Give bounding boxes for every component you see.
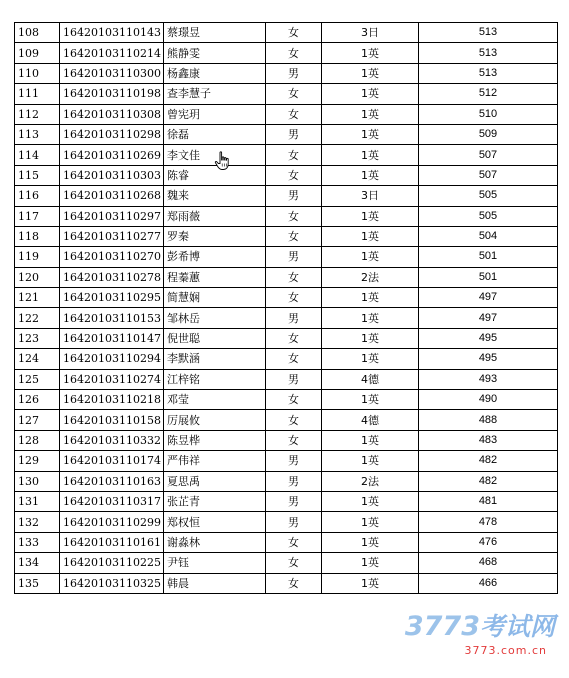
- student-id-cell: 16420103110294: [60, 349, 164, 369]
- row-number-cell: 115: [15, 165, 60, 185]
- table-row: [15, 410, 558, 430]
- row-number-cell: 135: [15, 573, 60, 593]
- class-cell: 1英: [322, 288, 419, 308]
- score-cell: 481: [419, 491, 558, 511]
- gender-cell: 女: [266, 104, 322, 124]
- student-id-cell: 16420103110300: [60, 63, 164, 83]
- table-row: [15, 165, 558, 185]
- class-cell: 1英: [322, 84, 419, 104]
- gender-cell: 女: [266, 553, 322, 573]
- gender-cell: 男: [266, 308, 322, 328]
- student-name-cell: 邹林岳: [164, 308, 266, 328]
- student-id-cell: 16420103110277: [60, 226, 164, 246]
- student-name-cell: 徐磊: [164, 124, 266, 144]
- student-name-cell: 谢淼林: [164, 532, 266, 552]
- gender-cell: 女: [266, 23, 322, 43]
- score-cell: 501: [419, 247, 558, 267]
- student-id-cell: 16420103110295: [60, 288, 164, 308]
- student-name-cell: 韩晨: [164, 573, 266, 593]
- gender-cell: 女: [266, 390, 322, 410]
- score-cell: 490: [419, 390, 558, 410]
- watermark-url: 3773.com.cn: [464, 644, 547, 657]
- class-cell: 1英: [322, 349, 419, 369]
- student-name-cell: 厉展攸: [164, 410, 266, 430]
- student-id-cell: 16420103110198: [60, 84, 164, 104]
- class-cell: 1英: [322, 328, 419, 348]
- gender-cell: 女: [266, 226, 322, 246]
- row-number-cell: 129: [15, 451, 60, 471]
- score-cell: 513: [419, 63, 558, 83]
- row-number-cell: 122: [15, 308, 60, 328]
- watermark-logo-number: 3773: [404, 611, 480, 642]
- class-cell: 1英: [322, 553, 419, 573]
- student-name-cell: 严伟祥: [164, 451, 266, 471]
- table-row: [15, 288, 558, 308]
- score-cell: 495: [419, 328, 558, 348]
- score-cell: 505: [419, 186, 558, 206]
- class-cell: 1英: [322, 512, 419, 532]
- gender-cell: 女: [266, 43, 322, 63]
- student-id-cell: 16420103110317: [60, 491, 164, 511]
- results-table-body: [15, 23, 558, 594]
- class-cell: 1英: [322, 247, 419, 267]
- class-cell: 1英: [322, 573, 419, 593]
- row-number-cell: 124: [15, 349, 60, 369]
- student-id-cell: 16420103110278: [60, 267, 164, 287]
- score-cell: 468: [419, 553, 558, 573]
- table-row: [15, 267, 558, 287]
- student-id-cell: 16420103110299: [60, 512, 164, 532]
- results-table: [14, 22, 558, 594]
- student-id-cell: 16420103110225: [60, 553, 164, 573]
- score-cell: 482: [419, 451, 558, 471]
- class-cell: 1英: [322, 124, 419, 144]
- gender-cell: 女: [266, 145, 322, 165]
- student-name-cell: 蔡璟昱: [164, 23, 266, 43]
- table-row: [15, 226, 558, 246]
- hand-pointer-icon: [214, 151, 232, 171]
- student-id-cell: 16420103110303: [60, 165, 164, 185]
- student-name-cell: 熊静雯: [164, 43, 266, 63]
- row-number-cell: 108: [15, 23, 60, 43]
- class-cell: 1英: [322, 226, 419, 246]
- table-row: [15, 532, 558, 552]
- student-name-cell: 曾宪玥: [164, 104, 266, 124]
- class-cell: 1英: [322, 165, 419, 185]
- gender-cell: 女: [266, 165, 322, 185]
- score-cell: 510: [419, 104, 558, 124]
- student-name-cell: 郑权恒: [164, 512, 266, 532]
- row-number-cell: 133: [15, 532, 60, 552]
- gender-cell: 男: [266, 491, 322, 511]
- row-number-cell: 126: [15, 390, 60, 410]
- score-cell: 482: [419, 471, 558, 491]
- row-number-cell: 113: [15, 124, 60, 144]
- table-row: [15, 124, 558, 144]
- table-row: [15, 430, 558, 450]
- score-cell: 504: [419, 226, 558, 246]
- gender-cell: 女: [266, 349, 322, 369]
- row-number-cell: 110: [15, 63, 60, 83]
- student-id-cell: 16420103110174: [60, 451, 164, 471]
- student-id-cell: 16420103110297: [60, 206, 164, 226]
- student-id-cell: 16420103110325: [60, 573, 164, 593]
- table-row: [15, 451, 558, 471]
- gender-cell: 男: [266, 471, 322, 491]
- score-cell: 488: [419, 410, 558, 430]
- student-id-cell: 16420103110153: [60, 308, 164, 328]
- score-cell: 478: [419, 512, 558, 532]
- class-cell: 3日: [322, 23, 419, 43]
- student-name-cell: 倪世聪: [164, 328, 266, 348]
- table-row: [15, 247, 558, 267]
- score-cell: 512: [419, 84, 558, 104]
- row-number-cell: 117: [15, 206, 60, 226]
- class-cell: 3日: [322, 186, 419, 206]
- gender-cell: 男: [266, 247, 322, 267]
- gender-cell: 男: [266, 451, 322, 471]
- table-row: [15, 186, 558, 206]
- class-cell: 2法: [322, 267, 419, 287]
- gender-cell: 男: [266, 63, 322, 83]
- table-row: [15, 206, 558, 226]
- score-cell: 507: [419, 165, 558, 185]
- watermark-logo: [395, 612, 555, 642]
- student-name-cell: 李默涵: [164, 349, 266, 369]
- student-id-cell: 16420103110158: [60, 410, 164, 430]
- table-row: [15, 491, 558, 511]
- row-number-cell: 127: [15, 410, 60, 430]
- student-name-cell: 尹钰: [164, 553, 266, 573]
- row-number-cell: 121: [15, 288, 60, 308]
- student-id-cell: 16420103110308: [60, 104, 164, 124]
- row-number-cell: 131: [15, 491, 60, 511]
- table-row: [15, 349, 558, 369]
- row-number-cell: 111: [15, 84, 60, 104]
- table-row: [15, 63, 558, 83]
- row-number-cell: 116: [15, 186, 60, 206]
- score-cell: 505: [419, 206, 558, 226]
- table-row: [15, 390, 558, 410]
- student-id-cell: 16420103110143: [60, 23, 164, 43]
- student-name-cell: 彭希博: [164, 247, 266, 267]
- row-number-cell: 119: [15, 247, 60, 267]
- student-name-cell: 罗秦: [164, 226, 266, 246]
- score-cell: 513: [419, 43, 558, 63]
- table-row: [15, 573, 558, 593]
- student-name-cell: 杨鑫康: [164, 63, 266, 83]
- score-cell: 497: [419, 308, 558, 328]
- student-id-cell: 16420103110268: [60, 186, 164, 206]
- table-row: [15, 145, 558, 165]
- student-id-cell: 16420103110332: [60, 430, 164, 450]
- table-row: [15, 308, 558, 328]
- row-number-cell: 128: [15, 430, 60, 450]
- score-cell: 476: [419, 532, 558, 552]
- table-row: [15, 23, 558, 43]
- student-name-cell: 李文佳: [164, 145, 266, 165]
- gender-cell: 男: [266, 186, 322, 206]
- class-cell: 1英: [322, 43, 419, 63]
- gender-cell: 女: [266, 328, 322, 348]
- row-number-cell: 120: [15, 267, 60, 287]
- student-id-cell: 16420103110298: [60, 124, 164, 144]
- student-name-cell: 郑雨薇: [164, 206, 266, 226]
- student-id-cell: 16420103110214: [60, 43, 164, 63]
- student-id-cell: 16420103110147: [60, 328, 164, 348]
- gender-cell: 女: [266, 267, 322, 287]
- table-row: [15, 471, 558, 491]
- table-row: [15, 104, 558, 124]
- gender-cell: 女: [266, 288, 322, 308]
- table-row: [15, 553, 558, 573]
- score-cell: 493: [419, 369, 558, 389]
- student-id-cell: 16420103110163: [60, 471, 164, 491]
- student-name-cell: 程蓁蕙: [164, 267, 266, 287]
- class-cell: 1英: [322, 104, 419, 124]
- score-cell: 495: [419, 349, 558, 369]
- class-cell: 2法: [322, 471, 419, 491]
- student-name-cell: 江梓铭: [164, 369, 266, 389]
- student-id-cell: 16420103110270: [60, 247, 164, 267]
- gender-cell: 男: [266, 124, 322, 144]
- score-cell: 501: [419, 267, 558, 287]
- row-number-cell: 109: [15, 43, 60, 63]
- row-number-cell: 112: [15, 104, 60, 124]
- class-cell: 1英: [322, 308, 419, 328]
- table-row: [15, 43, 558, 63]
- class-cell: 1英: [322, 145, 419, 165]
- gender-cell: 女: [266, 532, 322, 552]
- student-name-cell: 简慧娴: [164, 288, 266, 308]
- score-cell: 509: [419, 124, 558, 144]
- table-row: [15, 328, 558, 348]
- score-cell: 507: [419, 145, 558, 165]
- table-row: [15, 84, 558, 104]
- student-name-cell: 查李慧子: [164, 84, 266, 104]
- table-row: [15, 512, 558, 532]
- row-number-cell: 123: [15, 328, 60, 348]
- student-id-cell: 16420103110161: [60, 532, 164, 552]
- class-cell: 4德: [322, 369, 419, 389]
- student-name-cell: 邓莹: [164, 390, 266, 410]
- row-number-cell: 132: [15, 512, 60, 532]
- gender-cell: 女: [266, 573, 322, 593]
- watermark-logo-text: 考试网: [479, 612, 555, 641]
- student-name-cell: 夏思禹: [164, 471, 266, 491]
- class-cell: 1英: [322, 430, 419, 450]
- student-name-cell: 陈昱桦: [164, 430, 266, 450]
- score-cell: 466: [419, 573, 558, 593]
- results-sheet: [14, 22, 557, 594]
- row-number-cell: 125: [15, 369, 60, 389]
- gender-cell: 男: [266, 512, 322, 532]
- student-id-cell: 16420103110274: [60, 369, 164, 389]
- row-number-cell: 130: [15, 471, 60, 491]
- gender-cell: 男: [266, 369, 322, 389]
- class-cell: 1英: [322, 491, 419, 511]
- row-number-cell: 134: [15, 553, 60, 573]
- class-cell: 1英: [322, 63, 419, 83]
- student-name-cell: 陈睿: [164, 165, 266, 185]
- class-cell: 1英: [322, 451, 419, 471]
- student-name-cell: 魏来: [164, 186, 266, 206]
- student-id-cell: 16420103110269: [60, 145, 164, 165]
- row-number-cell: 114: [15, 145, 60, 165]
- score-cell: 513: [419, 23, 558, 43]
- row-number-cell: 118: [15, 226, 60, 246]
- class-cell: 1英: [322, 532, 419, 552]
- score-cell: 497: [419, 288, 558, 308]
- student-name-cell: 张芷青: [164, 491, 266, 511]
- class-cell: 1英: [322, 206, 419, 226]
- table-row: [15, 369, 558, 389]
- gender-cell: 女: [266, 84, 322, 104]
- gender-cell: 女: [266, 206, 322, 226]
- student-id-cell: 16420103110218: [60, 390, 164, 410]
- class-cell: 1英: [322, 390, 419, 410]
- gender-cell: 女: [266, 410, 322, 430]
- class-cell: 4德: [322, 410, 419, 430]
- gender-cell: 女: [266, 430, 322, 450]
- site-watermark: [395, 612, 555, 657]
- score-cell: 483: [419, 430, 558, 450]
